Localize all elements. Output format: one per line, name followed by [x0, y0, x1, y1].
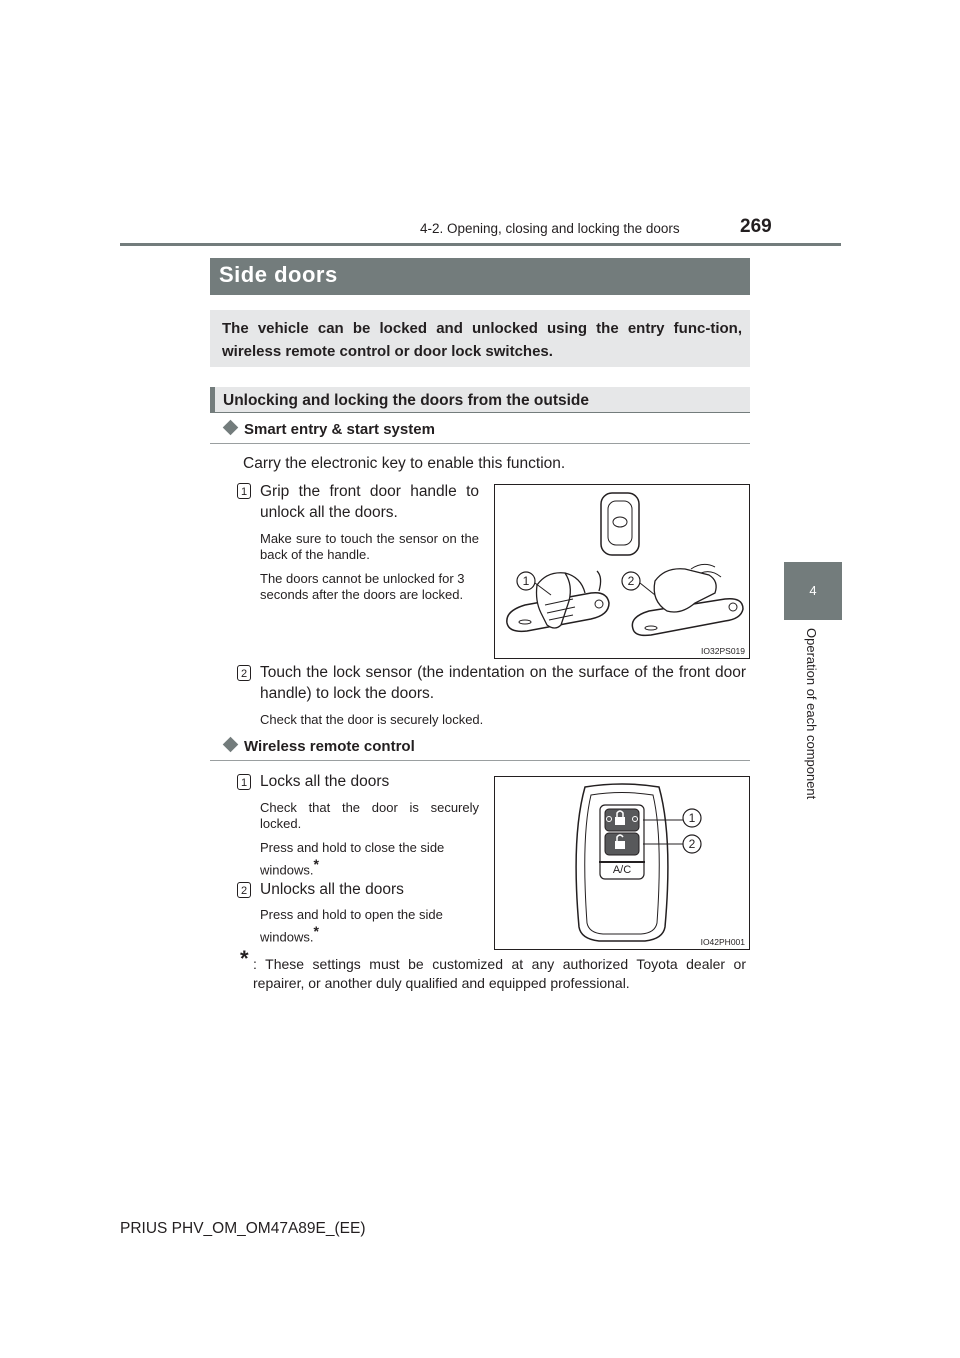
section-title: Side doors: [219, 262, 338, 287]
remote-step2-note: [260, 907, 479, 945]
smart-entry-lead: Carry the electronic key to enable this function.: [243, 455, 566, 472]
smart-entry-step1-note1: Make sure to touch the sensor on the back of the handle.: [260, 531, 479, 562]
figure1-callout-1: 1: [522, 574, 530, 588]
footnote-mark: *: [240, 946, 249, 971]
diamond-bullet-icon: [223, 420, 239, 436]
remote-step1-text: Locks all the doors: [260, 773, 390, 790]
header-rule: [120, 243, 841, 246]
heading-rule: [210, 760, 750, 761]
asterisk-mark: *: [313, 923, 319, 939]
remote-step1-note2-text: Press and hold to close the side windows.: [260, 840, 445, 878]
step-number-badge: 1: [237, 774, 251, 790]
diamond-bullet-icon: [223, 737, 239, 753]
footer-doc-id: PRIUS PHV_OM_OM47A89E_(EE): [120, 1220, 366, 1237]
remote-step1-note2: [260, 840, 479, 878]
ac-button-label: A/C: [612, 864, 632, 876]
door-handle-figure: [494, 484, 750, 659]
chapter-tab: 4: [784, 562, 842, 620]
remote-step2-text: Unlocks all the doors: [260, 881, 404, 898]
figure1-callout-2: 2: [627, 574, 635, 588]
intro-text: The vehicle can be locked and unlocked using the entry func-tion, wireless remote control or door lock switches.: [222, 320, 742, 360]
smart-entry-step2-note: Check that the door is securely locked.: [260, 712, 484, 727]
door-handle-illustration: [495, 485, 749, 658]
asterisk-mark: *: [313, 856, 319, 872]
smart-entry-step2-text: Touch the lock sensor (the indentation on the surface of the front door handle) to lock the doors.: [260, 664, 746, 702]
key-fob-illustration: [495, 777, 749, 949]
footnote-text: : These settings must be customized at any authorized Toyota dealer or repairer, or another duly qualified and equipped professional.: [253, 956, 746, 991]
step-number-badge: 2: [237, 665, 251, 681]
step-number-badge: 2: [237, 882, 251, 898]
subsection-accent: [210, 387, 215, 413]
subsection-title: Unlocking and locking the doors from the outside: [223, 392, 589, 409]
heading-rule: [210, 443, 750, 444]
figure1-code: IO32PS019: [701, 646, 745, 656]
remote-step2-note-text: Press and hold to open the side windows.: [260, 907, 443, 945]
remote-step1-note1: Check that the door is securely locked.: [260, 800, 479, 831]
figure2-callout-1: 1: [688, 811, 696, 825]
chapter-title: [800, 628, 820, 828]
smart-entry-step1-note2: The doors cannot be unlocked for 3 seconds after the doors are locked.: [260, 571, 465, 602]
step-number-badge: 1: [237, 483, 251, 499]
header-section-ref: 4-2. Opening, closing and locking the doors: [420, 221, 680, 236]
chapter-title-text: Operation of each component: [804, 628, 819, 800]
smart-entry-heading-text: Smart entry & start system: [244, 421, 435, 438]
key-fob-figure: [494, 776, 750, 950]
figure2-code: IO42PH001: [700, 937, 745, 947]
figure2-callout-2: 2: [688, 837, 696, 851]
smart-entry-heading: [222, 421, 435, 438]
remote-heading: [222, 738, 415, 755]
remote-heading-text: Wireless remote control: [244, 738, 415, 755]
smart-entry-step1-text: Grip the front door handle to unlock all the doors.: [260, 483, 479, 521]
page-number: 269: [740, 216, 772, 237]
